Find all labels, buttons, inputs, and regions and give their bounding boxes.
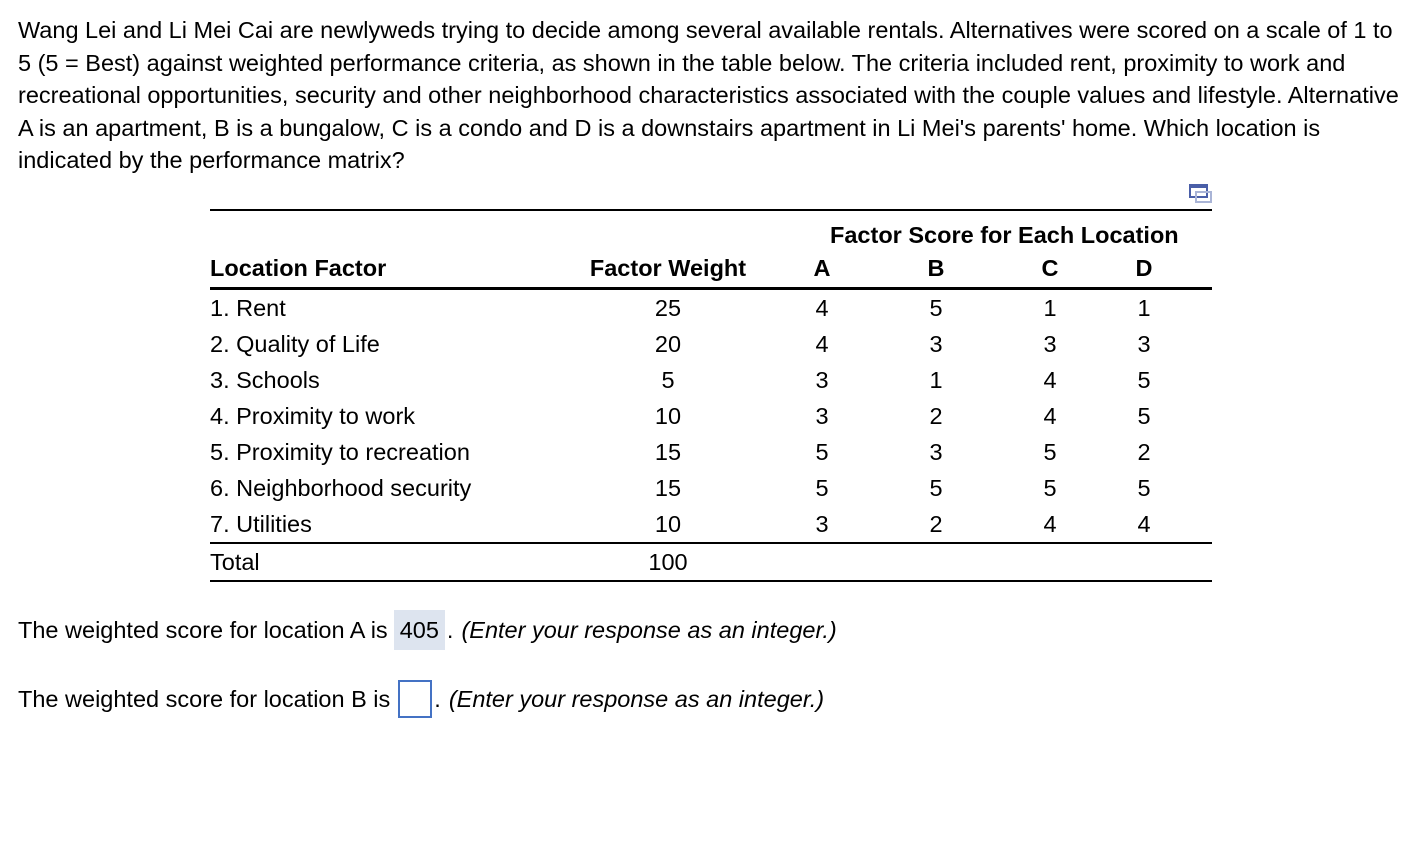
factor-label: 2. Quality of Life bbox=[210, 330, 380, 357]
score-d: 1 bbox=[1137, 294, 1151, 321]
col-header-c: C bbox=[1024, 249, 1076, 289]
answer-b-period: . bbox=[434, 685, 441, 712]
score-c: 4 bbox=[1043, 366, 1057, 393]
answer-a-period: . bbox=[446, 616, 454, 643]
answer-b-input[interactable] bbox=[398, 680, 432, 718]
factor-weight: 15 bbox=[654, 474, 682, 501]
factor-weight: 25 bbox=[654, 294, 682, 321]
answer-line-b bbox=[18, 680, 824, 718]
score-b: 2 bbox=[929, 402, 943, 429]
total-label: Total bbox=[210, 543, 540, 581]
table-row bbox=[210, 398, 1212, 434]
question-text: Wang Lei and Li Mei Cai are newlyweds trying to decide among several available rentals. Alternatives were scored on a scale of 1 to 5 (5 = Best) against weighted performance criteria, as shown in the table below. The criteria included rent, proximity to work and recreational opportunities, security and other neighborhood characteristics associated with the couple values and lifestyle. Alternative A is an apartment, B is a bungalow, C is a condo and D is a downstairs apartment in Li Mei's parents' home. Which location is indicated by the performance matrix? bbox=[18, 17, 1399, 173]
factor-weight: 20 bbox=[654, 330, 682, 357]
col-header-factor-weight: Factor Weight bbox=[540, 249, 796, 289]
table-row bbox=[210, 470, 1212, 506]
answer-a-value[interactable]: 405 bbox=[394, 610, 445, 650]
score-a: 5 bbox=[815, 438, 829, 465]
score-c: 5 bbox=[1043, 474, 1057, 501]
factor-weight: 5 bbox=[661, 366, 675, 393]
col-header-location-factor: Location Factor bbox=[210, 249, 540, 289]
score-d: 2 bbox=[1137, 438, 1151, 465]
answer-b-hint: (Enter your response as an integer.) bbox=[448, 685, 825, 712]
col-header-a: A bbox=[796, 249, 848, 289]
table-row bbox=[210, 362, 1212, 398]
table-row bbox=[210, 289, 1212, 327]
total-row bbox=[210, 543, 1212, 581]
factor-label: 6. Neighborhood security bbox=[210, 474, 472, 501]
score-c: 4 bbox=[1024, 506, 1076, 543]
score-d: 4 bbox=[1076, 506, 1212, 543]
score-b: 3 bbox=[929, 330, 943, 357]
score-a: 3 bbox=[796, 506, 848, 543]
answer-line-a bbox=[18, 610, 837, 650]
factor-label: 5. Proximity to recreation bbox=[210, 438, 470, 465]
copy-table-icon[interactable] bbox=[1189, 184, 1213, 204]
answer-a-prefix: The weighted score for location A is bbox=[18, 616, 388, 643]
answer-b-prefix: The weighted score for location B is bbox=[18, 685, 391, 712]
score-a: 4 bbox=[815, 330, 829, 357]
score-d: 3 bbox=[1137, 330, 1151, 357]
col-header-d: D bbox=[1076, 249, 1212, 289]
score-c: 5 bbox=[1043, 438, 1057, 465]
factor-weight: 10 bbox=[654, 402, 682, 429]
factor-weight: 10 bbox=[540, 506, 796, 543]
table-row bbox=[210, 326, 1212, 362]
score-b: 5 bbox=[929, 294, 943, 321]
score-b: 2 bbox=[848, 506, 1024, 543]
score-b: 3 bbox=[929, 438, 943, 465]
factor-score-group-header: Factor Score for Each Location bbox=[830, 222, 1179, 248]
score-b: 1 bbox=[929, 366, 943, 393]
score-c: 4 bbox=[1043, 402, 1057, 429]
score-a: 4 bbox=[815, 294, 829, 321]
score-d: 5 bbox=[1137, 366, 1151, 393]
score-d: 5 bbox=[1137, 402, 1151, 429]
table-row bbox=[210, 506, 1212, 543]
factor-label: 3. Schools bbox=[210, 366, 320, 393]
factor-weight: 15 bbox=[654, 438, 682, 465]
table-row bbox=[210, 434, 1212, 470]
score-c: 1 bbox=[1043, 294, 1057, 321]
score-a: 5 bbox=[815, 474, 829, 501]
factor-label: 7. Utilities bbox=[210, 506, 540, 543]
score-b: 5 bbox=[929, 474, 943, 501]
performance-matrix-table bbox=[210, 209, 1212, 582]
score-c: 3 bbox=[1043, 330, 1057, 357]
factor-label: 1. Rent bbox=[210, 294, 286, 321]
score-d: 5 bbox=[1137, 474, 1151, 501]
answer-a-hint: (Enter your response as an integer.) bbox=[461, 616, 837, 643]
score-a: 3 bbox=[815, 366, 829, 393]
total-weight: 100 bbox=[540, 543, 796, 581]
score-a: 3 bbox=[815, 402, 829, 429]
factor-label: 4. Proximity to work bbox=[210, 402, 416, 429]
col-header-b: B bbox=[848, 249, 1024, 289]
